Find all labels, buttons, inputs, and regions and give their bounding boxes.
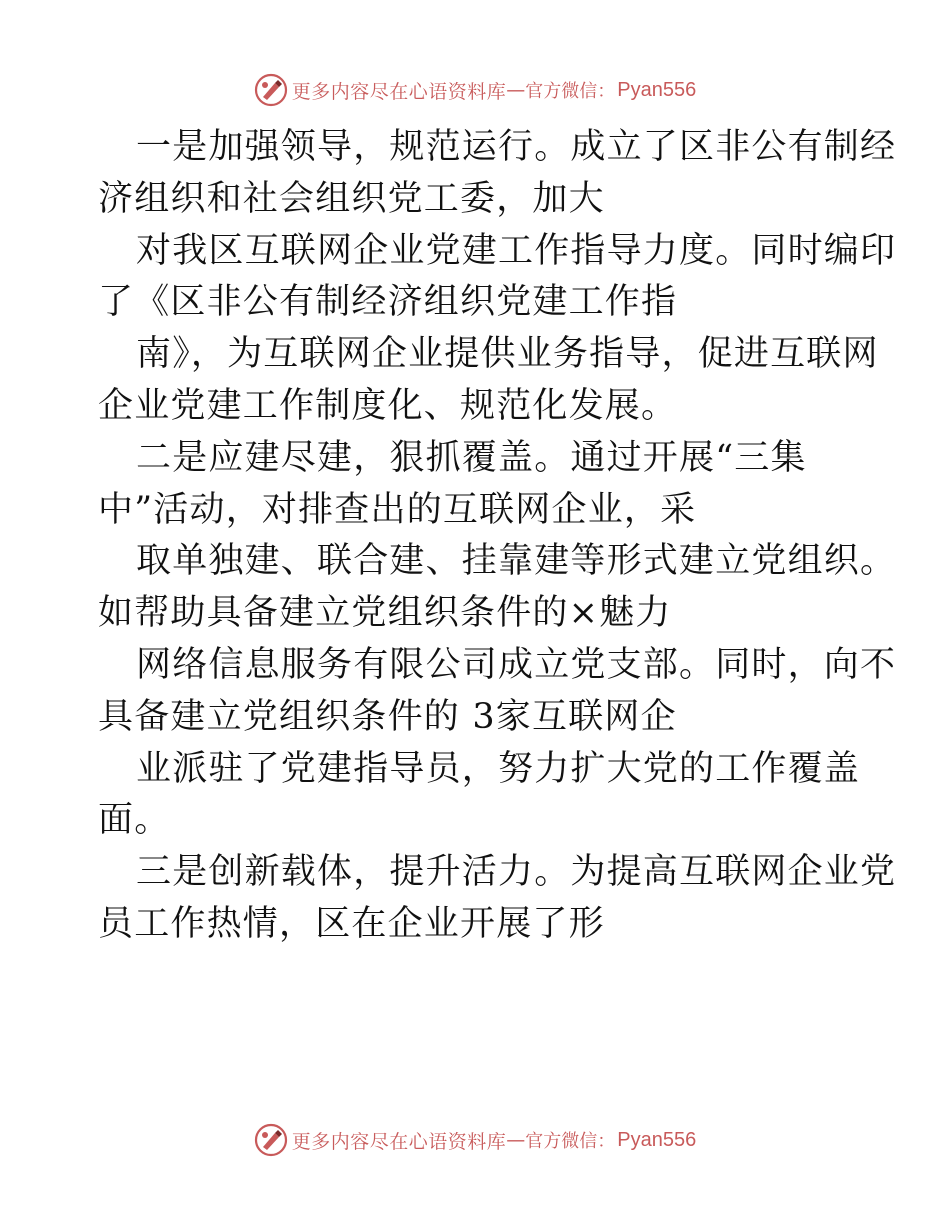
text-line: 具备建立党组织条件的 3家互联网企 xyxy=(98,696,677,737)
site-name: 更多内容尽在心语资料库 xyxy=(291,1130,507,1153)
official-wechat-label: 官方微信： xyxy=(525,81,616,102)
text-line: 二是应建尽建，狠抓覆盖。通过开展“三集 xyxy=(136,437,807,478)
text-line: 济组织和社会组织党工委，加大 xyxy=(98,178,605,219)
header-banner xyxy=(0,70,950,110)
text-line: 中”活动，对排查出的互联网企业，采 xyxy=(98,489,697,530)
banner-separator: — xyxy=(506,79,526,101)
text-line: 业派驻了党建指导员，努力扩大党的工作覆盖 xyxy=(136,748,861,789)
text-line: 三是创新载体，提升活力。为提高互联网企业党 xyxy=(136,852,897,893)
banner-separator: — xyxy=(506,1129,526,1151)
seal-logo-icon xyxy=(254,1123,288,1157)
text-line: 员工作热情，区在企业开展了形 xyxy=(98,903,605,944)
seal-logo-icon xyxy=(254,73,288,107)
text-line: 如帮助具备建立党组织条件的×魅力 xyxy=(98,593,672,634)
text-line: 对我区互联网企业党建工作指导力度。同时编印 xyxy=(136,230,897,271)
text-line: 一是加强领导，规范运行。成立了区非公有制经 xyxy=(136,127,897,167)
text-line: 企业党建工作制度化、规范化发展。 xyxy=(98,385,678,426)
site-name: 更多内容尽在心语资料库 xyxy=(291,80,507,103)
text-line: 网络信息服务有限公司成立党支部。同时，向不 xyxy=(136,644,897,685)
document-body xyxy=(98,122,897,951)
wechat-id: Pyan556 xyxy=(617,78,697,101)
text-line: 面。 xyxy=(98,800,171,841)
text-line: 了《区非公有制经济组织党建工作指 xyxy=(98,282,678,323)
text-line: 取单独建、联合建、挂靠建等形式建立党组织。 xyxy=(136,541,897,582)
text-line: 南》，为互联网企业提供业务指导，促进互联网 xyxy=(136,334,879,375)
footer-banner xyxy=(0,1120,950,1160)
official-wechat-label: 官方微信： xyxy=(525,1131,616,1152)
wechat-id: Pyan556 xyxy=(617,1128,697,1151)
